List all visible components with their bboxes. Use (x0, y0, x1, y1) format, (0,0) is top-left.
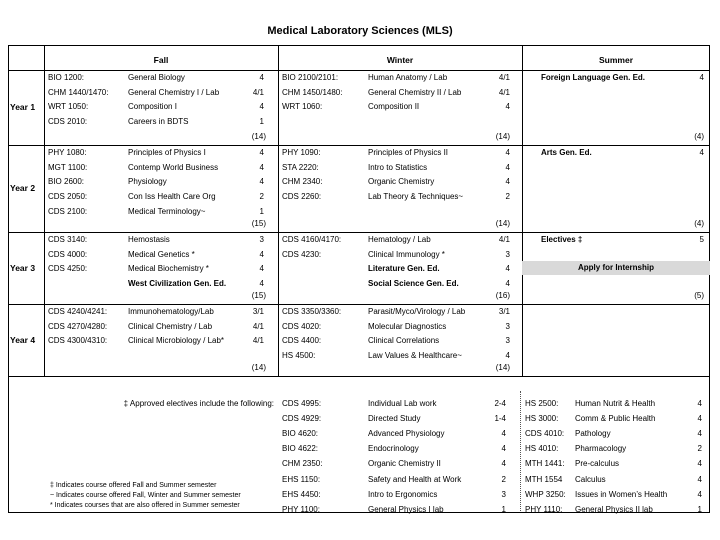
elective-name: Calculus (575, 474, 606, 484)
winter-course-credits: 4/1 (498, 87, 510, 97)
page-title: Medical Laboratory Sciences (MLS) (267, 25, 453, 37)
elective-name: General Physics II lab (575, 504, 653, 514)
summer-total: (5) (694, 291, 704, 300)
fall-course-code: CDS 4250: (48, 264, 88, 274)
summer-course-credits: 4 (699, 73, 704, 82)
winter-course-credits: 3 (505, 321, 510, 331)
winter-course-code: CHM 1450/1480: (282, 87, 343, 97)
row-divider-4 (8, 376, 710, 377)
winter-course-code: CDS 4160/4170: (282, 235, 342, 244)
elective-code: EHS 1150: (282, 474, 321, 484)
winter-course-code: CHM 2340: (282, 177, 323, 187)
fall-course-code: CDS 2100: (48, 206, 88, 216)
elective-credits: 4 (501, 429, 506, 439)
legend-note: ~ Indicates course offered Fall, Winter and Summer semester (50, 492, 241, 499)
elective-code: BIO 4622: (282, 444, 319, 454)
fall-course-code: BIO 2600: (48, 177, 85, 187)
winter-course-name: Human Anatomy / Lab (368, 73, 448, 82)
winter-course-name: Organic Chemistry (368, 177, 435, 187)
elective-credits: 1 (697, 504, 702, 514)
fall-course-credits: 1 (259, 117, 264, 127)
winter-course-code: WRT 1060: (282, 102, 323, 112)
winter-total: (14) (495, 132, 510, 141)
fall-course-name: Medical Terminology~ (128, 206, 206, 216)
fall-course-credits: 3/1 (252, 307, 264, 316)
elective-code: EHS 4450: (282, 489, 321, 499)
elective-name: Pathology (575, 429, 611, 439)
elective-credits: 4 (697, 414, 702, 424)
elective-name: Safety and Health at Work (368, 474, 462, 484)
fall-course-credits: 4 (259, 102, 264, 112)
electives-intro: ‡ Approved electives include the following: (123, 399, 274, 408)
elective-name: Advanced Physiology (368, 429, 445, 439)
row-divider-1 (8, 145, 710, 146)
winter-course-name: Social Science Gen. Ed. (368, 279, 459, 289)
winter-course-name: General Chemistry II / Lab (368, 87, 462, 97)
fall-course-name: Careers in BDTS (128, 117, 189, 127)
elective-credits: 2-4 (494, 399, 506, 408)
winter-course-name: Principles of Physics II (368, 148, 449, 157)
winter-course-credits: 4 (505, 102, 510, 112)
winter-course-name: Intro to Statistics (368, 162, 428, 172)
winter-course-code: BIO 2100/2101: (282, 73, 339, 82)
winter-course-credits: 4/1 (498, 73, 510, 82)
elective-credits: 4 (501, 444, 506, 454)
row-divider-3 (8, 304, 710, 305)
elective-credits: 4 (697, 489, 702, 499)
header-fall: Fall (153, 55, 169, 65)
elective-credits: 4 (501, 459, 506, 469)
winter-course-credits: 2 (505, 192, 510, 202)
fall-total: (15) (251, 291, 266, 300)
summer-course-credits: 5 (699, 235, 704, 244)
winter-course-credits: 3 (505, 249, 510, 259)
fall-course-credits: 2 (259, 192, 264, 202)
fall-course-code: CHM 1440/1470: (48, 87, 109, 97)
elective-credits: 1 (501, 504, 506, 514)
winter-course-credits: 4/1 (498, 235, 510, 244)
winter-course-name: Parasit/Myco/Virology / Lab (368, 307, 466, 316)
col-divider-fall (278, 45, 279, 376)
elective-name: Endocrinology (368, 444, 419, 454)
col-divider-winter (522, 45, 523, 376)
elective-name: General Physics I lab (368, 504, 444, 514)
elective-code: PHY 1100: (282, 504, 320, 514)
header-winter: Winter (386, 55, 414, 65)
table-left-border (8, 45, 9, 512)
fall-course-name: Contemp World Business (128, 162, 219, 172)
elective-credits: 2 (697, 444, 702, 454)
elective-name: Comm & Public Health (575, 414, 656, 424)
elective-credits: 1-4 (494, 414, 506, 424)
elective-code: PHY 1110: (525, 504, 563, 514)
elective-credits: 4 (697, 399, 702, 408)
fall-total: (14) (251, 363, 266, 372)
winter-course-credits: 4 (505, 148, 510, 157)
winter-course-code: CDS 2260: (282, 192, 322, 202)
fall-course-name: Composition I (128, 102, 177, 112)
elective-code: CDS 4929: (282, 414, 322, 424)
fall-course-code: CDS 4240/4241: (48, 307, 108, 316)
winter-course-credits: 3 (505, 336, 510, 346)
summer-total: (4) (694, 219, 704, 228)
winter-course-name: Law Values & Healthcare~ (368, 351, 462, 361)
fall-course-credits: 3 (259, 235, 264, 244)
col-divider-year (44, 45, 45, 376)
elective-code: CDS 4010: (525, 429, 565, 439)
fall-course-name: Principles of Physics I (128, 148, 206, 157)
winter-course-code: STA 2220: (282, 162, 319, 172)
elective-code: BIO 4620: (282, 429, 319, 439)
winter-course-code: CDS 4020: (282, 321, 322, 331)
fall-course-credits: 4 (259, 279, 264, 289)
fall-course-credits: 1 (259, 206, 264, 216)
legend-note: ‡ Indicates course offered Fall and Summer semester (50, 482, 217, 489)
fall-course-code: MGT 1100: (48, 162, 88, 172)
winter-course-credits: 4 (505, 177, 510, 187)
row-divider-2 (8, 232, 710, 233)
fall-course-name: West Civilization Gen. Ed. (128, 279, 227, 289)
winter-total: (14) (495, 219, 510, 228)
elective-credits: 2 (501, 474, 506, 484)
fall-course-credits: 4/1 (252, 87, 264, 97)
header-divider (8, 70, 710, 71)
fall-course-code: CDS 2050: (48, 192, 88, 202)
fall-course-credits: 4 (259, 249, 264, 259)
summer-course-name: Foreign Language Gen. Ed. (541, 73, 646, 82)
fall-course-code: BIO 1200: (48, 73, 85, 82)
fall-course-code: CDS 4270/4280: (48, 321, 108, 331)
winter-course-name: Composition II (368, 102, 420, 112)
winter-course-credits: 4 (505, 279, 510, 289)
winter-course-credits: 4 (505, 264, 510, 274)
year-label: Year 4 (10, 334, 36, 345)
winter-course-code: HS 4500: (282, 351, 316, 361)
summer-course-name: Electives ‡ (541, 235, 583, 244)
fall-course-name: Hemostasis (128, 235, 170, 244)
fall-course-code: WRT 1050: (48, 102, 89, 112)
table-right-border (709, 45, 710, 512)
fall-course-credits: 4 (259, 264, 264, 274)
elective-code: WHP 3250: (525, 489, 566, 499)
elective-name: Pre-calculus (575, 459, 620, 469)
winter-course-name: Hematology / Lab (368, 235, 431, 244)
year-label: Year 3 (10, 262, 36, 273)
legend-note: * Indicates courses that are also offered in Summer semester (50, 502, 240, 509)
fall-course-name: General Chemistry I / Lab (128, 87, 220, 97)
elective-credits: 3 (501, 489, 506, 499)
fall-total: (14) (251, 132, 266, 141)
elective-code: CHM 2350: (282, 459, 323, 469)
fall-course-name: Clinical Microbiology / Lab* (128, 336, 225, 346)
elective-name: Human Nutrit & Health (575, 399, 656, 408)
elective-credits: 4 (697, 429, 702, 439)
fall-course-code: PHY 1080: (48, 148, 87, 157)
header-summer: Summer (598, 55, 633, 65)
winter-course-credits: 4 (505, 162, 510, 172)
fall-course-credits: 4/1 (252, 321, 264, 331)
fall-course-name: Medical Biochemistry * (128, 264, 209, 274)
fall-course-code: CDS 4000: (48, 249, 88, 259)
elective-credits: 4 (697, 474, 702, 484)
winter-course-credits: 3/1 (498, 307, 510, 316)
elective-code: HS 2500: (525, 399, 559, 408)
elective-name: Issues in Women’s Health (575, 489, 668, 499)
fall-course-name: Clinical Chemistry / Lab (128, 321, 213, 331)
elective-code: MTH 1554 (525, 474, 563, 484)
fall-course-code: CDS 4300/4310: (48, 336, 108, 346)
fall-course-credits: 4 (259, 148, 264, 157)
fall-course-name: Immunohematology/Lab (128, 307, 214, 316)
elective-name: Directed Study (368, 414, 421, 424)
year-label: Year 2 (10, 183, 36, 193)
fall-course-name: Con Iss Health Care Org (128, 192, 216, 202)
winter-course-name: Literature Gen. Ed. (368, 264, 440, 274)
fall-course-credits: 4 (259, 73, 264, 82)
winter-course-name: Clinical Immunology * (368, 249, 445, 259)
year-label: Year 1 (10, 102, 36, 112)
fall-course-name: General Biology (128, 73, 185, 82)
winter-course-name: Clinical Correlations (368, 336, 440, 346)
fall-course-credits: 4 (259, 162, 264, 172)
winter-course-code: CDS 4400: (282, 336, 322, 346)
fall-course-code: CDS 3140: (48, 235, 88, 244)
fall-course-credits: 4 (259, 177, 264, 187)
table-top-border (8, 45, 710, 46)
summer-note: Apply for Internship (578, 263, 654, 272)
elective-code: HS 4010: (525, 444, 559, 454)
elective-credits: 4 (697, 459, 702, 469)
elective-code: HS 3000: (525, 414, 559, 424)
summer-total: (4) (694, 132, 704, 141)
winter-course-code: CDS 4230: (282, 249, 322, 259)
elective-code: MTH 1441: (525, 459, 565, 469)
summer-course-credits: 4 (699, 148, 704, 157)
elective-code: CDS 4995: (282, 399, 322, 408)
fall-course-name: Physiology (128, 177, 167, 187)
winter-course-name: Lab Theory & Techniques~ (368, 192, 464, 202)
summer-course-name: Arts Gen. Ed. (541, 148, 592, 157)
winter-course-credits: 4 (505, 351, 510, 361)
electives-divider (520, 391, 521, 511)
fall-course-credits: 4/1 (252, 336, 264, 346)
elective-name: Pharmacology (575, 444, 627, 454)
elective-name: Intro to Ergonomics (368, 489, 438, 499)
winter-course-code: PHY 1090: (282, 148, 321, 157)
elective-name: Organic Chemistry II (368, 459, 441, 469)
winter-course-name: Molecular Diagnostics (368, 321, 447, 331)
winter-total: (14) (495, 363, 510, 372)
elective-name: Individual Lab work (368, 399, 437, 408)
fall-total: (15) (251, 219, 266, 228)
winter-total: (16) (495, 291, 510, 300)
fall-course-name: Medical Genetics * (128, 249, 195, 259)
fall-course-code: CDS 2010: (48, 117, 88, 127)
winter-course-code: CDS 3350/3360: (282, 307, 342, 316)
